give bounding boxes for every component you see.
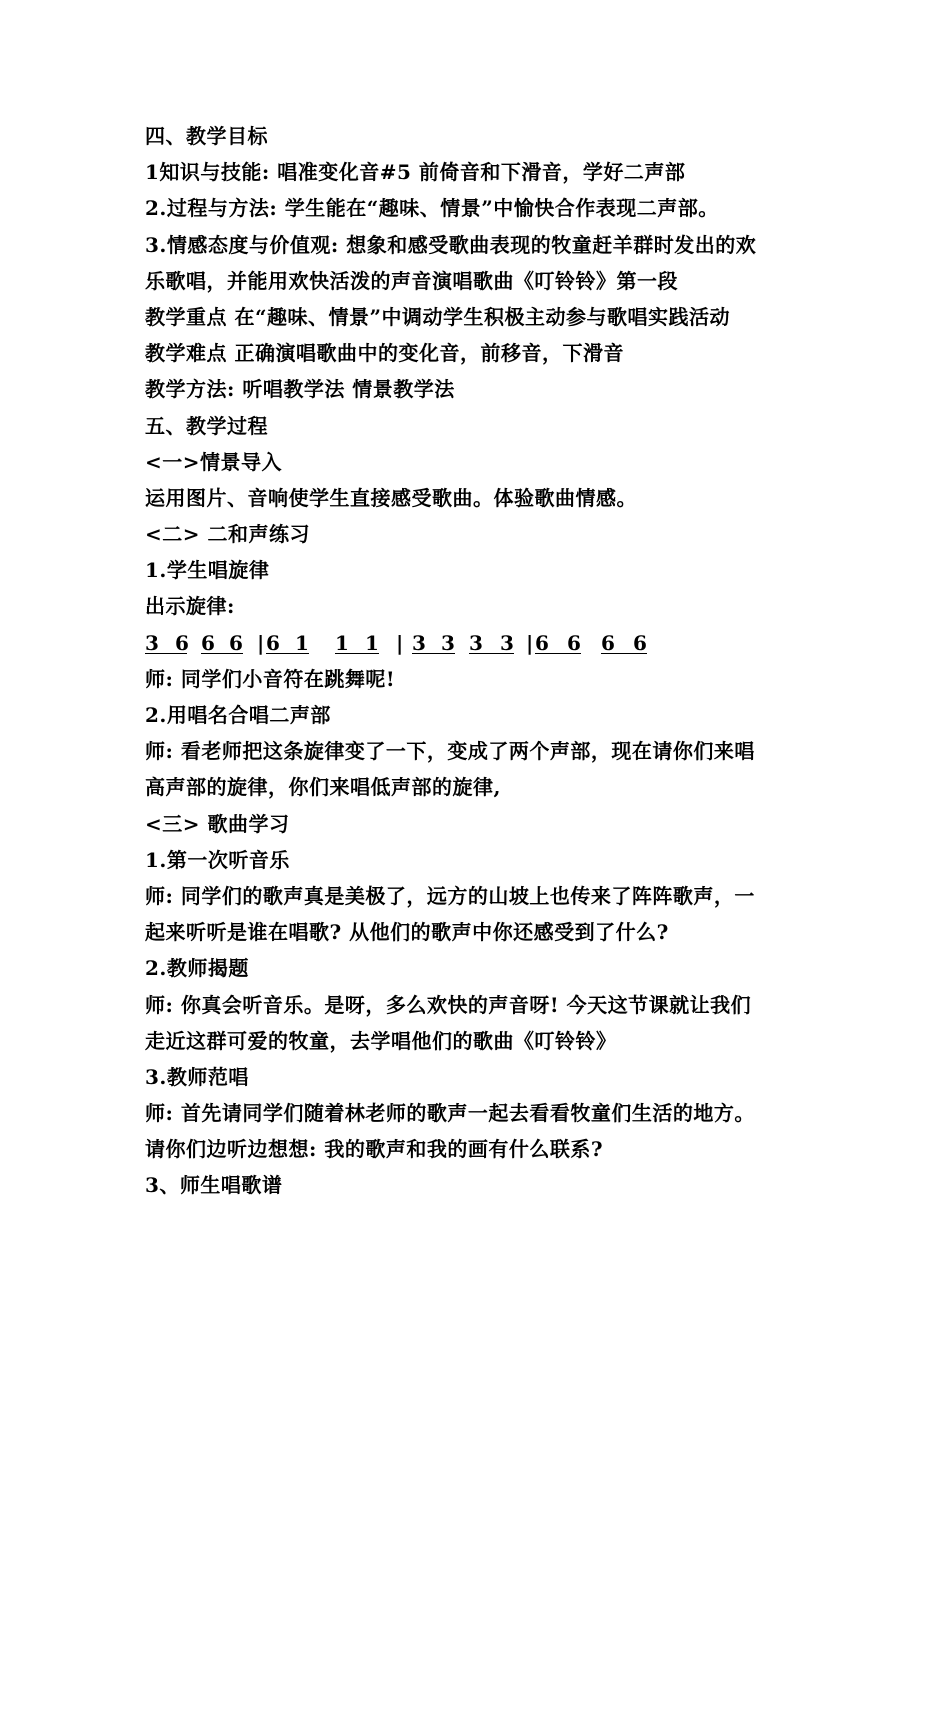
paragraph-teacher-notes-dance: 师: 同学们小音符在跳舞呢!: [145, 666, 396, 691]
note-glyph: 3: [441, 630, 455, 655]
paragraph-scene-intro: 运用图片、音响使学生直接感受歌曲。体验歌曲情感。: [145, 485, 637, 510]
paragraph-teacher-demo: 3.教师范唱: [145, 1064, 249, 1089]
rhythm-underline: [601, 653, 647, 654]
note-glyph: 1: [295, 630, 309, 655]
paragraph-teacher-listen-music: 师: 你真会听音乐。是呀，多么欢快的声音呀! 今天这节课就让我们: [145, 992, 752, 1017]
paragraph-solfege-two-parts: 2.用唱名合唱二声部: [145, 703, 331, 727]
note-glyph: 6: [633, 630, 647, 655]
paragraph-teaching-focus: 教学重点 在“趣味、情景”中调动学生积极主动参与歌唱实践活动: [145, 304, 730, 329]
paragraph-process-method: 2.过程与方法: 学生能在“趣味、情景”中愉快合作表现二声部。: [145, 196, 719, 221]
subheading-harmony-practice: <二> 二和声练习: [145, 522, 310, 547]
heading-teaching-goals: 四、教学目标: [145, 124, 268, 148]
subheading-song-learning: <三> 歌曲学习: [145, 811, 290, 836]
paragraph-teacher-two-parts-cont: 高声部的旋律，你们来唱低声部的旋律,: [145, 775, 501, 800]
paragraph-emotion-attitude-cont: 乐歌唱，并能用欢快活泼的声音演唱歌曲《叮铃铃》第一段: [145, 268, 678, 293]
heading-teaching-process: 五、教学过程: [145, 413, 268, 438]
paragraph-teacher-follow-song-cont: 请你们边听边想想: 我的歌声和我的画有什么联系?: [145, 1137, 604, 1162]
paragraph-emotion-attitude: 3.情感态度与价值观: 想象和感受歌曲表现的牧童赶羊群时发出的欢: [145, 232, 757, 257]
paragraph-show-melody: 出示旋律:: [145, 594, 235, 619]
rhythm-underline: [469, 653, 514, 654]
document-body: [145, 118, 825, 1204]
note-glyph: 6: [201, 630, 215, 655]
paragraph-teacher-singing-beautiful-cont: 起来听听是谁在唱歌? 从他们的歌声中你还感受到了什么?: [145, 920, 669, 945]
paragraph-sing-score: 3、师生唱歌谱: [145, 1173, 283, 1198]
note-glyph: 6: [535, 630, 549, 655]
paragraph-teacher-reveal-title: 2.教师揭题: [145, 956, 249, 981]
melody-notation: [145, 625, 825, 661]
rhythm-underline: [335, 653, 379, 654]
paragraph-teacher-listen-music-cont: 走近这群可爱的牧童，去学唱他们的歌曲《叮铃铃》: [145, 1028, 617, 1053]
note-glyph: 3: [412, 630, 426, 655]
note-glyph: 6: [266, 630, 280, 655]
paragraph-sing-melody: 1.学生唱旋律: [145, 558, 270, 583]
rhythm-underline: [145, 653, 187, 654]
note-glyph: 3: [500, 630, 514, 655]
paragraph-teacher-follow-song: 师: 首先请同学们随着林老师的歌声一起去看看牧童们生活的地方。: [145, 1101, 755, 1126]
note-glyph: 6: [229, 630, 243, 655]
note-glyph: 1: [335, 630, 349, 655]
paragraph-knowledge-skill: 1知识与技能: 唱准变化音#5 前倚音和下滑音，学好二声部: [145, 160, 686, 185]
paragraph-teaching-difficulty: 教学难点 正确演唱歌曲中的变化音，前移音，下滑音: [145, 341, 624, 366]
rhythm-underline: [412, 653, 455, 654]
note-glyph: 6: [175, 630, 189, 655]
note-glyph: 6: [601, 630, 615, 655]
note-glyph: 1: [365, 630, 379, 655]
paragraph-teacher-singing-beautiful: 师: 同学们的歌声真是美极了，远方的山坡上也传来了阵阵歌声，一: [145, 883, 755, 908]
note-glyph: 6: [567, 630, 581, 655]
note-glyph: 3: [145, 630, 159, 655]
rhythm-underline: [535, 653, 581, 654]
barline-glyph: |: [526, 630, 534, 655]
paragraph-teaching-method: 教学方法: 听唱教学法 情景教学法: [145, 377, 455, 402]
barline-glyph: |: [396, 630, 404, 655]
paragraph-teacher-two-parts: 师: 看老师把这条旋律变了一下，变成了两个声部，现在请你们来唱: [145, 739, 755, 764]
rhythm-underline: [266, 653, 309, 654]
note-glyph: 3: [469, 630, 483, 655]
subheading-scene-intro: <一>情景导入: [145, 449, 283, 474]
paragraph-first-listen: 1.第一次听音乐: [145, 847, 290, 872]
barline-glyph: |: [257, 630, 265, 655]
rhythm-underline: [201, 653, 243, 654]
